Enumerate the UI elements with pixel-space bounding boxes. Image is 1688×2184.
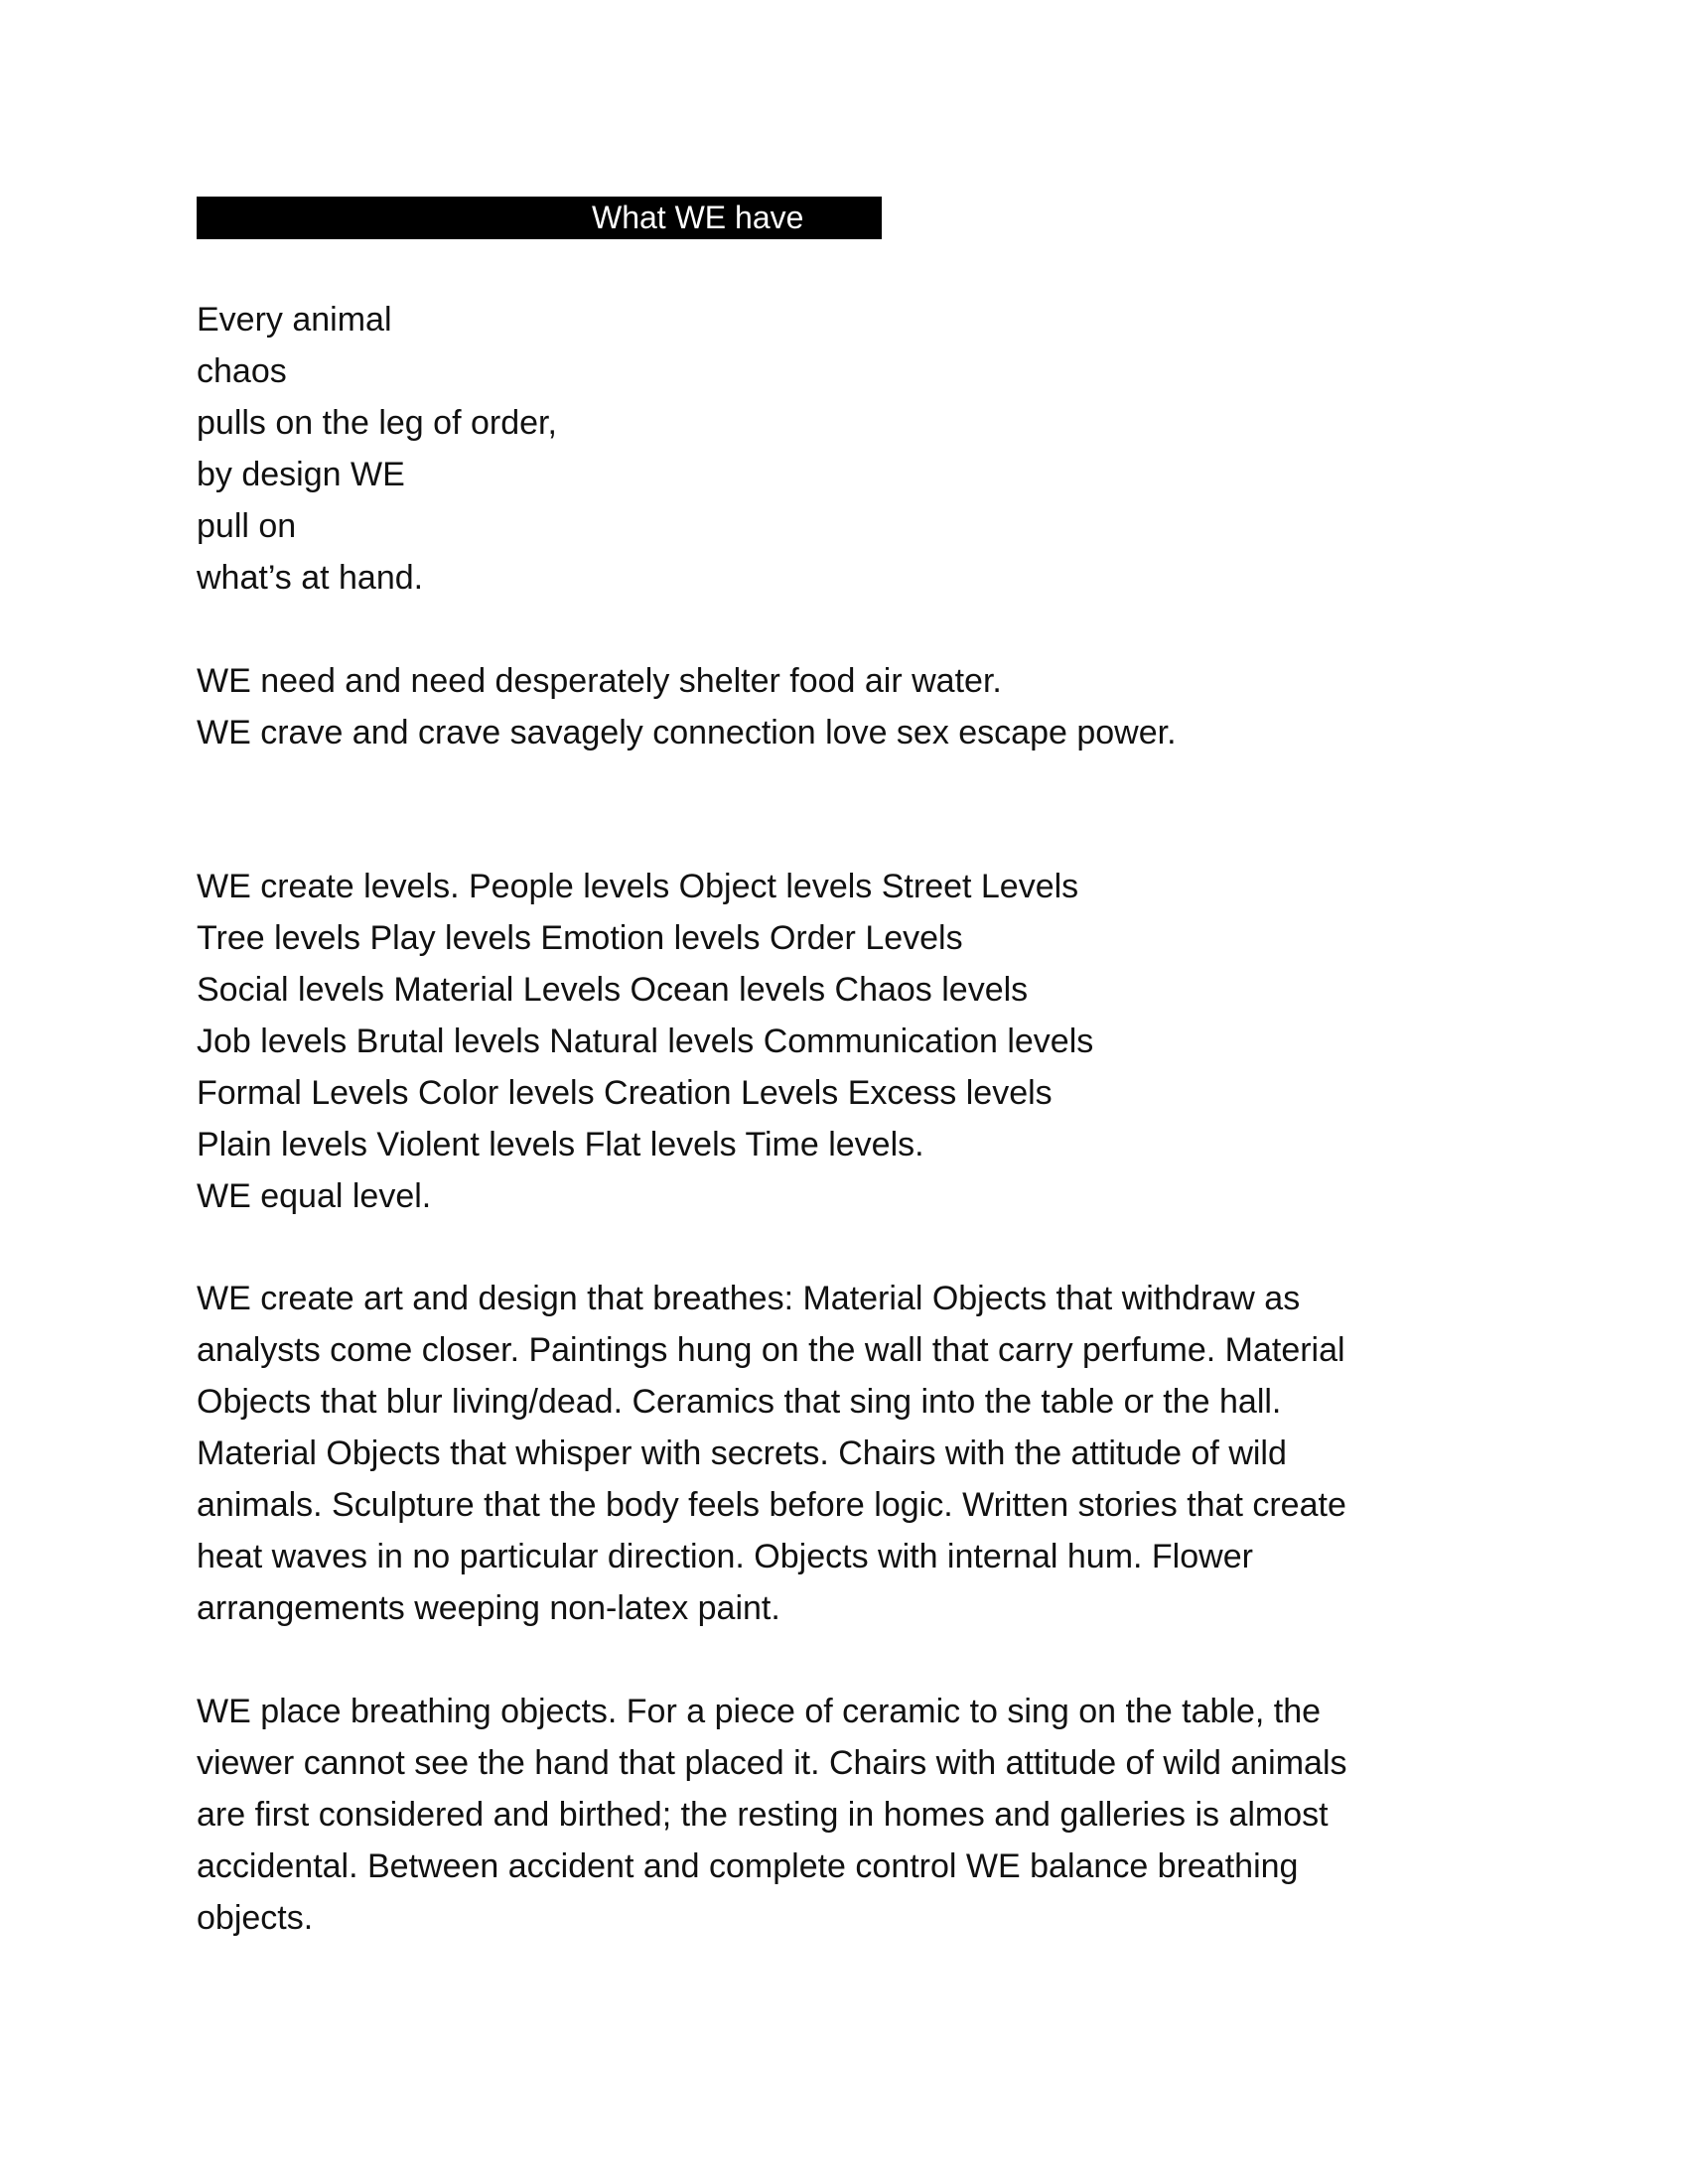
page-title: What WE have: [592, 200, 804, 235]
text-line: pull on: [197, 507, 297, 545]
text-line: viewer cannot see the hand that placed it. Chairs with attitude of wild animals: [197, 1744, 1347, 1782]
text-line: Plain levels Violent levels Flat levels Time levels.: [197, 1126, 924, 1163]
text-line: Material Objects that whisper with secrets. Chairs with the attitude of wild: [197, 1434, 1287, 1472]
text-line: Objects that blur living/dead. Ceramics that sing into the table or the hall.: [197, 1383, 1282, 1421]
text-line: heat waves in no particular direction. Objects with internal hum. Flower: [197, 1538, 1253, 1575]
text-line: analysts come closer. Paintings hung on the wall that carry perfume. Material: [197, 1331, 1345, 1369]
text-line: WE equal level.: [197, 1177, 432, 1215]
text-line: Formal Levels Color levels Creation Levels Excess levels: [197, 1074, 1053, 1112]
text-line: chaos: [197, 352, 287, 390]
stanza-opening: [197, 294, 557, 604]
text-line: Tree levels Play levels Emotion levels Order Levels: [197, 919, 963, 957]
text-line: accidental. Between accident and complete control WE balance breathing: [197, 1847, 1299, 1885]
text-line: pulls on the leg of order,: [197, 404, 557, 442]
text-line: WE place breathing objects. For a piece of ceramic to sing on the table, the: [197, 1693, 1322, 1730]
text-line: what’s at hand.: [197, 559, 424, 597]
text-line: WE crave and crave savagely connection love sex escape power.: [197, 714, 1177, 751]
text-line: Job levels Brutal levels Natural levels Communication levels: [197, 1023, 1094, 1060]
text-line: WE create levels. People levels Object levels Street Levels: [197, 868, 1079, 905]
stanza-levels: [197, 861, 1093, 1222]
paragraph-breathing-objects: [197, 1686, 1448, 1944]
stanza-needs: [197, 655, 1177, 758]
text-line: are first considered and birthed; the resting in homes and galleries is almost: [197, 1796, 1329, 1834]
text-line: WE create art and design that breathes: Material Objects that withdraw as: [197, 1280, 1301, 1317]
text-line: by design WE: [197, 456, 405, 493]
text-line: objects.: [197, 1899, 314, 1937]
text-line: Social levels Material Levels Ocean levels Chaos levels: [197, 971, 1029, 1009]
text-line: animals. Sculpture that the body feels before logic. Written stories that create: [197, 1486, 1346, 1524]
paragraph-art-design: [197, 1273, 1448, 1634]
text-line: arrangements weeping non-latex paint.: [197, 1589, 780, 1627]
title-bar: [197, 197, 882, 239]
text-line: WE need and need desperately shelter food air water.: [197, 662, 1002, 700]
text-line: Every animal: [197, 301, 392, 339]
